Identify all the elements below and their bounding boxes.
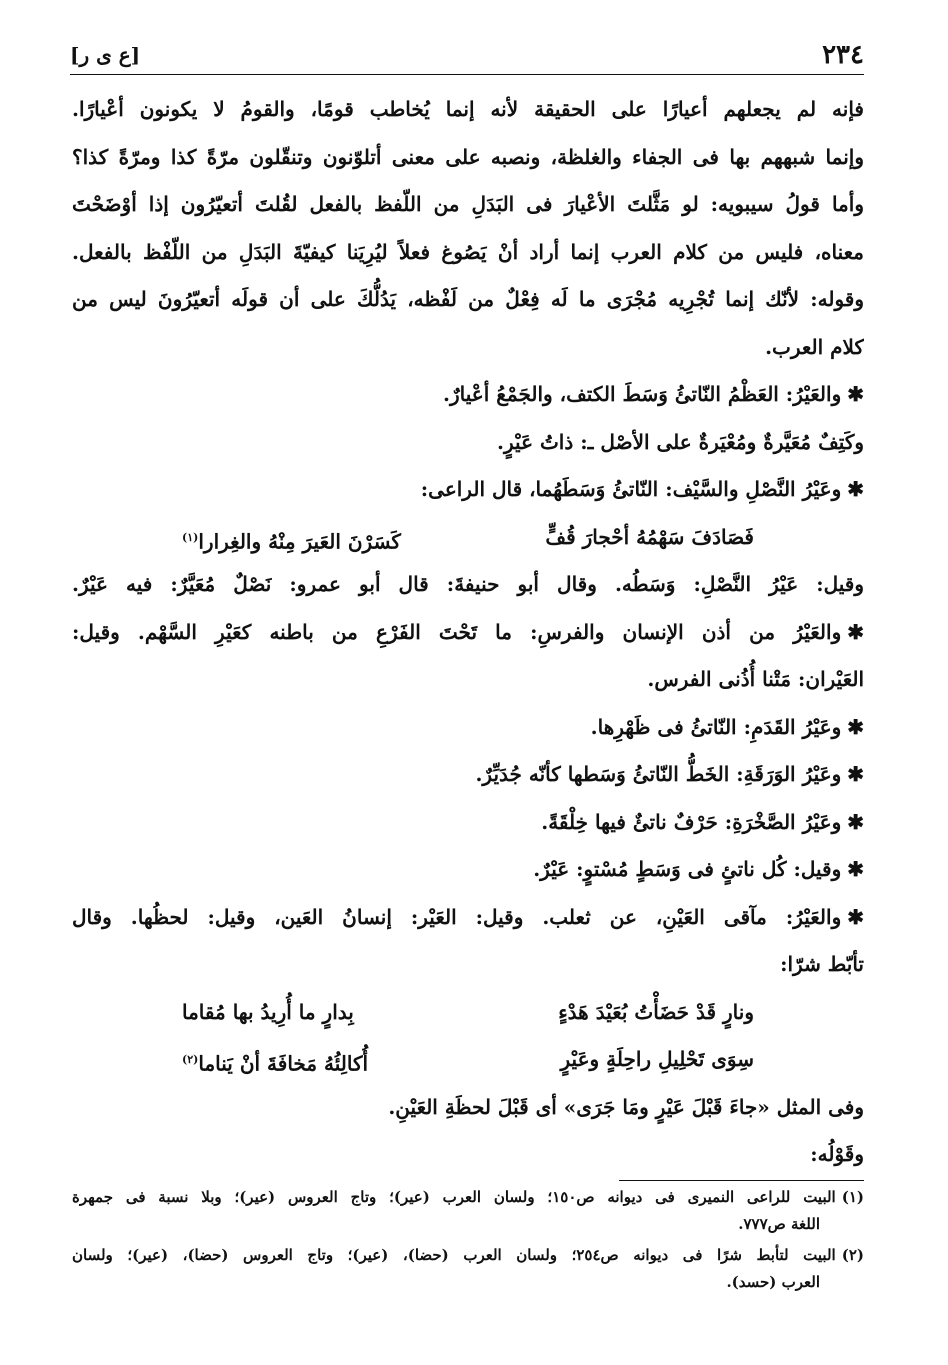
- entry-line: [72, 846, 864, 894]
- verse-line: [72, 989, 864, 1037]
- text-line: وكَتِفٌ مُعَيَّرةٌ ومُعْيَرةٌ على الأصْل ـ: ذاتُ عَيْرٍ.: [497, 429, 864, 454]
- asterisk-icon: ✱: [847, 904, 864, 929]
- verse-second-text: أُكالِئُهُ مَخافَةَ أنْ يَناما: [198, 1051, 369, 1076]
- footnote-continuation: العرب (حسد).: [726, 1273, 820, 1291]
- asterisk-icon: ✱: [847, 477, 864, 501]
- text-line: وأما قولُ سيبويه: لو مَثَّلتَ الأعْيارَ فى البَدَلِ من اللّفظ بالفعل لقُلتَ أتعيّرُون إذا أوْضَحْتَ: [72, 192, 864, 216]
- entry-text: وقيل: كُل ناتئٍ فى وَسَطٍ مُسْتوٍ: عَيْرٌ.: [533, 857, 842, 881]
- text-line: وفى المثل «جاءَ قَبْلَ عَيْرٍ ومَا جَرَى» أى قَبْلَ لحظَةِ العَيْنِ.: [388, 1094, 864, 1119]
- footnote-ref: (٢): [182, 1053, 199, 1066]
- verse-second-hemistich: [182, 514, 401, 566]
- entry-line: [72, 704, 864, 752]
- footnotes: [72, 1180, 864, 1296]
- entry-text: وعَيْرُ القَدَمِ: النّاتئُ فى ظَهْرِها.: [590, 714, 842, 739]
- verse-second-hemistich: [182, 1036, 368, 1088]
- entry-line: [72, 751, 864, 799]
- footnote-text: البيت للراعى النميرى فى ديوانه ص١٥٠؛ ولسان العرب (عير)؛ وتاج العروس (عير)؛ وبلا نسبة فى جمهرة: [72, 1188, 836, 1206]
- entry-line: [72, 799, 864, 847]
- asterisk-icon: ✱: [847, 714, 864, 739]
- asterisk-icon: ✱: [847, 809, 864, 834]
- body-text: [72, 86, 864, 1179]
- footnote-first-line: [72, 1184, 864, 1211]
- asterisk-icon: ✱: [847, 762, 864, 786]
- verse-second-text: كَسَرْنَ العَيرَ مِنْهُ والغِرارا: [198, 529, 401, 554]
- entry-line: [72, 371, 864, 419]
- asterisk-icon: ✱: [847, 619, 864, 644]
- footnote-text: البيت لتأبط شرًا فى ديوانه ص٢٥٤؛ ولسان العرب (حضا)، (عير)؛ وتاج العروس (حضا)، (عير)؛ ولسان: [72, 1246, 836, 1264]
- text-line: العَيْران: مَتْنا أُذُنى الفرس.: [647, 667, 864, 691]
- text-line: وقَوْلُه:: [810, 1142, 864, 1166]
- entry-text: والعَيْرُ من أذن الإنسان والفرسِ: ما تَحْتَ الفَرْعِ من باطنه كعَيْرِ السَّهْم. وقيل:: [72, 619, 842, 644]
- text-line: وقيل: عَيْرُ النَّصْلِ: وَسَطُه. وقال أبو حنيفةَ: قال أبو عمرو: نَصْلٌ مُعَيَّرٌ: فيه عَيْرٌ.: [72, 572, 864, 596]
- footnote-continuation: اللغة ص٧٧٧.: [738, 1215, 820, 1233]
- verse-line: [72, 514, 864, 562]
- footnote-ref: (١): [182, 530, 199, 544]
- text-line: تأبّط شرّا:: [780, 952, 864, 976]
- asterisk-icon: ✱: [847, 382, 864, 406]
- entry-line: [72, 609, 864, 657]
- footnote: [72, 1184, 864, 1238]
- verse-line: [72, 1036, 864, 1084]
- text-line: فإنه لم يجعلهم أعيارًا على الحقيقة لأنه إنما يُخاطب قومًا، والقومُ لا يكونون أعْيارًا.: [72, 97, 864, 121]
- footnote-number: (١): [841, 1188, 864, 1206]
- page-number: ٢٣٤: [822, 40, 864, 70]
- footnote-number: (٢): [841, 1246, 864, 1264]
- page-header: [70, 38, 864, 75]
- entry-text: والعَيْرُ: مآقى العَيْنِ، عن ثعلب. وقيل: العَيْر: إنسانُ العَين، وقيل: لحظُها. وقال: [72, 904, 842, 929]
- entry-line: [72, 466, 864, 514]
- verse-first-hemistich: ونارٍ قَدْ حَضَأْتُ بُعَيْدَ هَدْءٍ: [558, 999, 754, 1024]
- verse-first-hemistich: فَصَادَفَ سَهْمُهُ أحْجارَ قُفٍّ: [545, 524, 754, 549]
- footnote: [72, 1242, 864, 1296]
- text-line: وإنما شبههم بها فى الجفاء والغلظة، ونصبه على معنى أتلوّنون وتنقّلون مرّةً كذا ومرّةً كذا؟: [72, 144, 864, 169]
- entry-line: [72, 894, 864, 942]
- text-line: كلام العرب.: [765, 334, 864, 359]
- text-line: معناه، فليس من كلام العرب إنما أراد أنْ يَصُوغ فعلاً ليُرِيَنا كيفيّةَ البَدَلِ من اللّفْظ بالفعل.: [72, 239, 864, 264]
- root-label: [ع ى ر]: [70, 43, 141, 67]
- entry-text: وعَيْرُ الوَرَقَةِ: الخَطُّ النّاتئُ وَسَطها كأنّه جُدَيِّرٌ.: [475, 762, 842, 786]
- asterisk-icon: ✱: [847, 857, 864, 881]
- footnote-first-line: [72, 1242, 864, 1269]
- entry-text: وعَيْرُ الصَّخْرَةِ: حَرْفٌ ناتئٌ فيها خِلْقَةً.: [541, 809, 842, 834]
- text-line: وقوله: لأنّك إنما تُجْرِيه مُجْرَى ما لَه فِعْلٌ من لَفْظه، يَدُلُّكَ على أن قولَه أتعيّرُونَ ليس من: [72, 287, 864, 311]
- verse-first-hemistich: سِوَى تَحْلِيلِ راحِلَةٍ وعَيْرٍ: [560, 1047, 754, 1071]
- entry-text: والعَيْرُ: العَظْمُ النّاتئُ وَسَطَ الكتف، والجَمْعُ أعْيارٌ.: [443, 382, 842, 406]
- entry-text: وعَيْرُ النَّصْلِ والسَّيْف: النّاتئُ وَسَطَهُما، قال الراعى:: [420, 477, 842, 501]
- verse-second-hemistich: بِدارٍ ما أُرِيدُ بها مُقاما: [182, 999, 354, 1024]
